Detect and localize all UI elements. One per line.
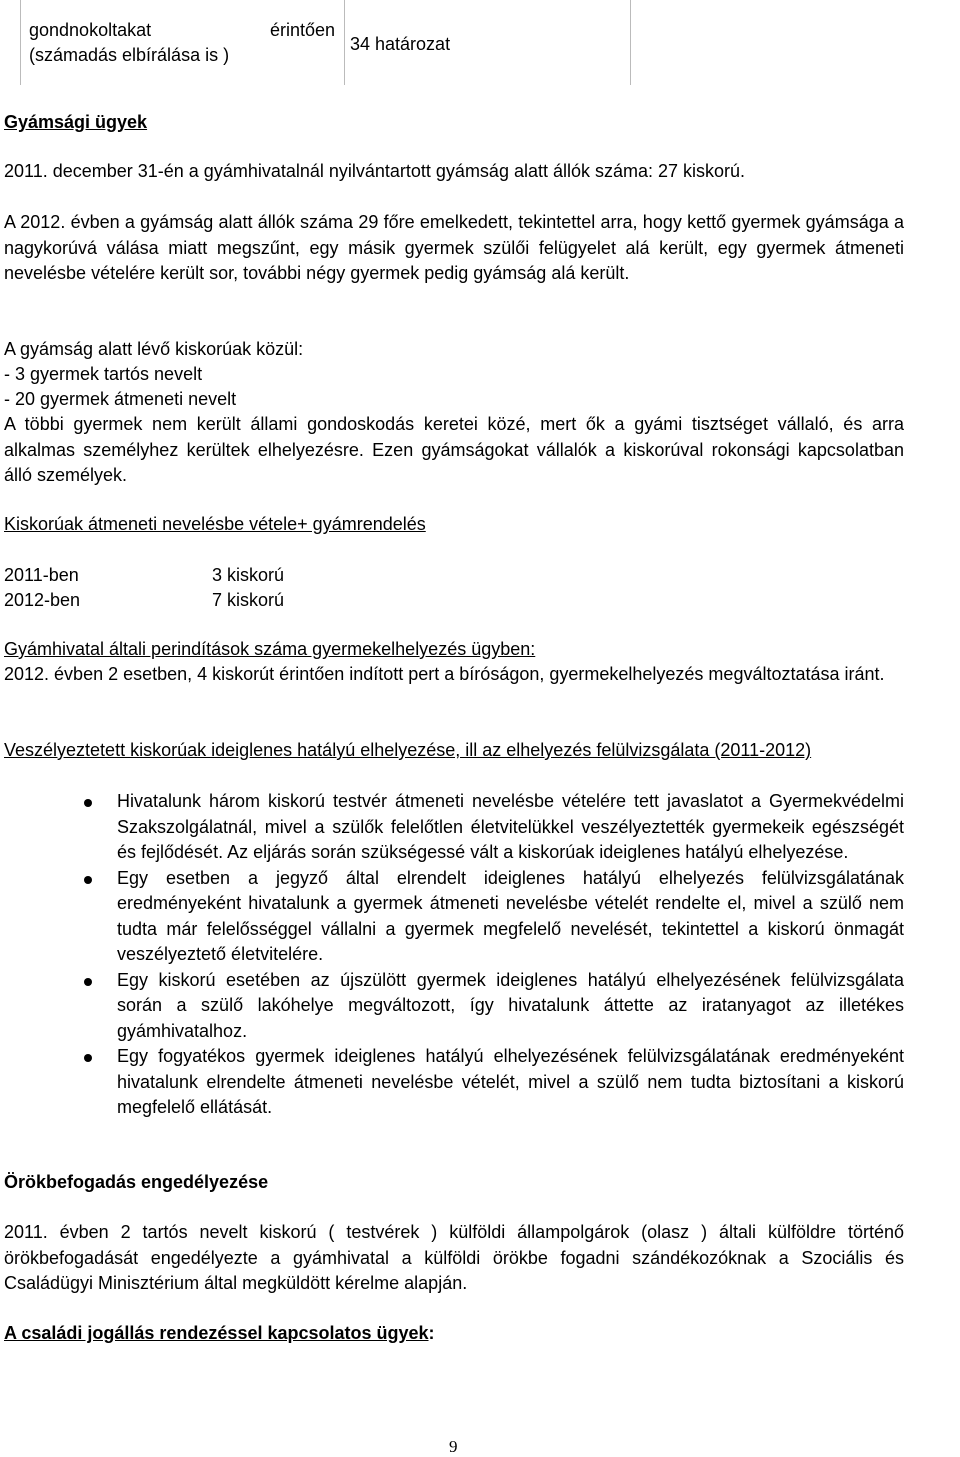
paragraph-orokbefogadas: 2011. évben 2 tartós nevelt kiskorú ( testvérek ) külföldi állampolgárok (olasz ) általi külföldre történő örökbefogadását engedélyezte a gyámhivatal a külföldi örökbe fogadni szándékozóknak a Szociális és Családügyi Minisztérium által megküldött kérelme alapján. bbox=[4, 1222, 904, 1293]
row-value: 3 kiskorú bbox=[212, 565, 285, 585]
table-row bbox=[4, 588, 285, 614]
list-item-atmeneti: - 20 gyermek átmeneti nevelt bbox=[4, 389, 237, 409]
paragraph-tobbi-gyermek: A többi gyermek nem került állami gondoskodás keretei közé, mert ők a gyámi tisztséget vállaló, és arra alkalmas személyhez kerültek elhelyezésre. Ezen gyámságokat vállalók a kiskorúval rokonsági kapcsolatban álló személyek. bbox=[4, 414, 904, 485]
table-row bbox=[4, 563, 285, 589]
list-item bbox=[4, 968, 904, 1045]
row-value: 7 kiskorú bbox=[212, 590, 285, 610]
section-heading-gyamsagi: Gyámsági ügyek bbox=[4, 112, 148, 132]
table-cell-count: 34 határozat bbox=[350, 34, 451, 54]
section-heading-csaladi-text: A családi jogállás rendezéssel kapcsolatos ügyek bbox=[4, 1323, 429, 1343]
bullet-icon bbox=[84, 1054, 92, 1062]
list-item bbox=[4, 866, 904, 968]
bullet-icon bbox=[84, 876, 92, 884]
bullet-icon bbox=[84, 799, 92, 807]
paragraph-gyamsag-2011: 2011. december 31-én a gyámhivatalnál nyilvántartott gyámság alatt állók száma: 27 kiskorú. bbox=[4, 161, 746, 181]
table-cell-subject-line2: (számadás elbírálása is ) bbox=[29, 45, 230, 65]
paragraph-kiskoruak-intro: A gyámság alatt lévő kiskorúak közül: bbox=[4, 339, 304, 359]
row-year: 2011-ben bbox=[4, 565, 79, 585]
table-cell-subject: gondnokoltakat bbox=[29, 20, 152, 40]
list-item-text: Egy kiskorú esetében az újszülött gyermek ideiglenes hatályú elhelyezésének felülvizsgálata során a szülő lakóhelye megváltozott, így hivatalunk áttette az iratanyagot az illetékes gyámhivatalhoz. bbox=[117, 969, 904, 1041]
bullet-list bbox=[4, 789, 904, 1121]
list-item bbox=[4, 1044, 904, 1121]
bullet-icon bbox=[84, 978, 92, 986]
section-heading-perinditas: Gyámhivatal általi perindítások száma gyermekelhelyezés ügyben: bbox=[4, 639, 536, 659]
table-cell-subject-word: érintően bbox=[270, 20, 336, 40]
section-heading-veszelyeztetett: Veszélyeztetett kiskorúak ideiglenes hatályú elhelyezése, ill az elhelyezés felülvizsgálata (2011-2012) bbox=[4, 740, 812, 760]
page-number: 9 bbox=[449, 1437, 458, 1456]
list-item-text: Egy fogyatékos gyermek ideiglenes hatályú elhelyezésének felülvizsgálatának eredményeként hivatalunk elrendelte átmeneti nevelésbe vételét, mivel a szülő nem tudta biztosítani a kiskorú megfelelő ellátását. bbox=[117, 1046, 904, 1117]
row-year: 2012-ben bbox=[4, 590, 81, 610]
paragraph-gyamsag-2012: A 2012. évben a gyámság alatt állók száma 29 főre emelkedett, tekintettel arra, hogy kettő gyermek gyámsága a nagykorúvá válása miatt megszűnt, egy másik gyermek szülői felügyelet alá került, egy gyermek átmeneti nevelésbe vételére került sor, további négy gyermek pedig gyámság alá került. bbox=[4, 212, 904, 283]
table-divider bbox=[344, 0, 345, 85]
table-divider bbox=[630, 0, 631, 85]
section-heading-orokbefogadas: Örökbefogadás engedélyezése bbox=[4, 1172, 269, 1192]
paragraph-perinditas: 2012. évben 2 esetben, 4 kiskorút érintően indított pert a bíróságon, gyermekelhelyezés megváltoztatása iránt. bbox=[4, 664, 885, 684]
heading-colon: : bbox=[428, 1323, 435, 1343]
list-item-text: Egy esetben a jegyző által elrendelt ideiglenes hatályú elhelyezés felülvizsgálatának eredményeként hivatalunk a gyermek átmeneti nevelésbe vételét rendelte el, mivel a szülő nem tudta már felelősséggel vállalni a gyermek megfelelő nevelését, tekintettel a kiskorú önmagát veszélyeztető életvitelére. bbox=[117, 867, 904, 964]
section-heading-csaladi bbox=[4, 1321, 904, 1347]
list-item-tartos: - 3 gyermek tartós nevelt bbox=[4, 364, 203, 384]
list-item bbox=[4, 789, 904, 866]
section-heading-atmeneti: Kiskorúak átmeneti nevelésbe vétele+ gyámrendelés bbox=[4, 514, 426, 534]
table-fragment bbox=[20, 0, 960, 85]
list-item-text: Hivatalunk három kiskorú testvér átmeneti nevelésbe vételére tett javaslatot a Gyermekvédelmi Szakszolgálatnál, mivel a szülők felelőtlen életvitelükkel veszélyeztették gyermekeik egészségét és fejlődését. Az eljárás során szükségessé vált a kiskorúak ideiglenes hatályú elhelyezése. bbox=[117, 791, 904, 862]
